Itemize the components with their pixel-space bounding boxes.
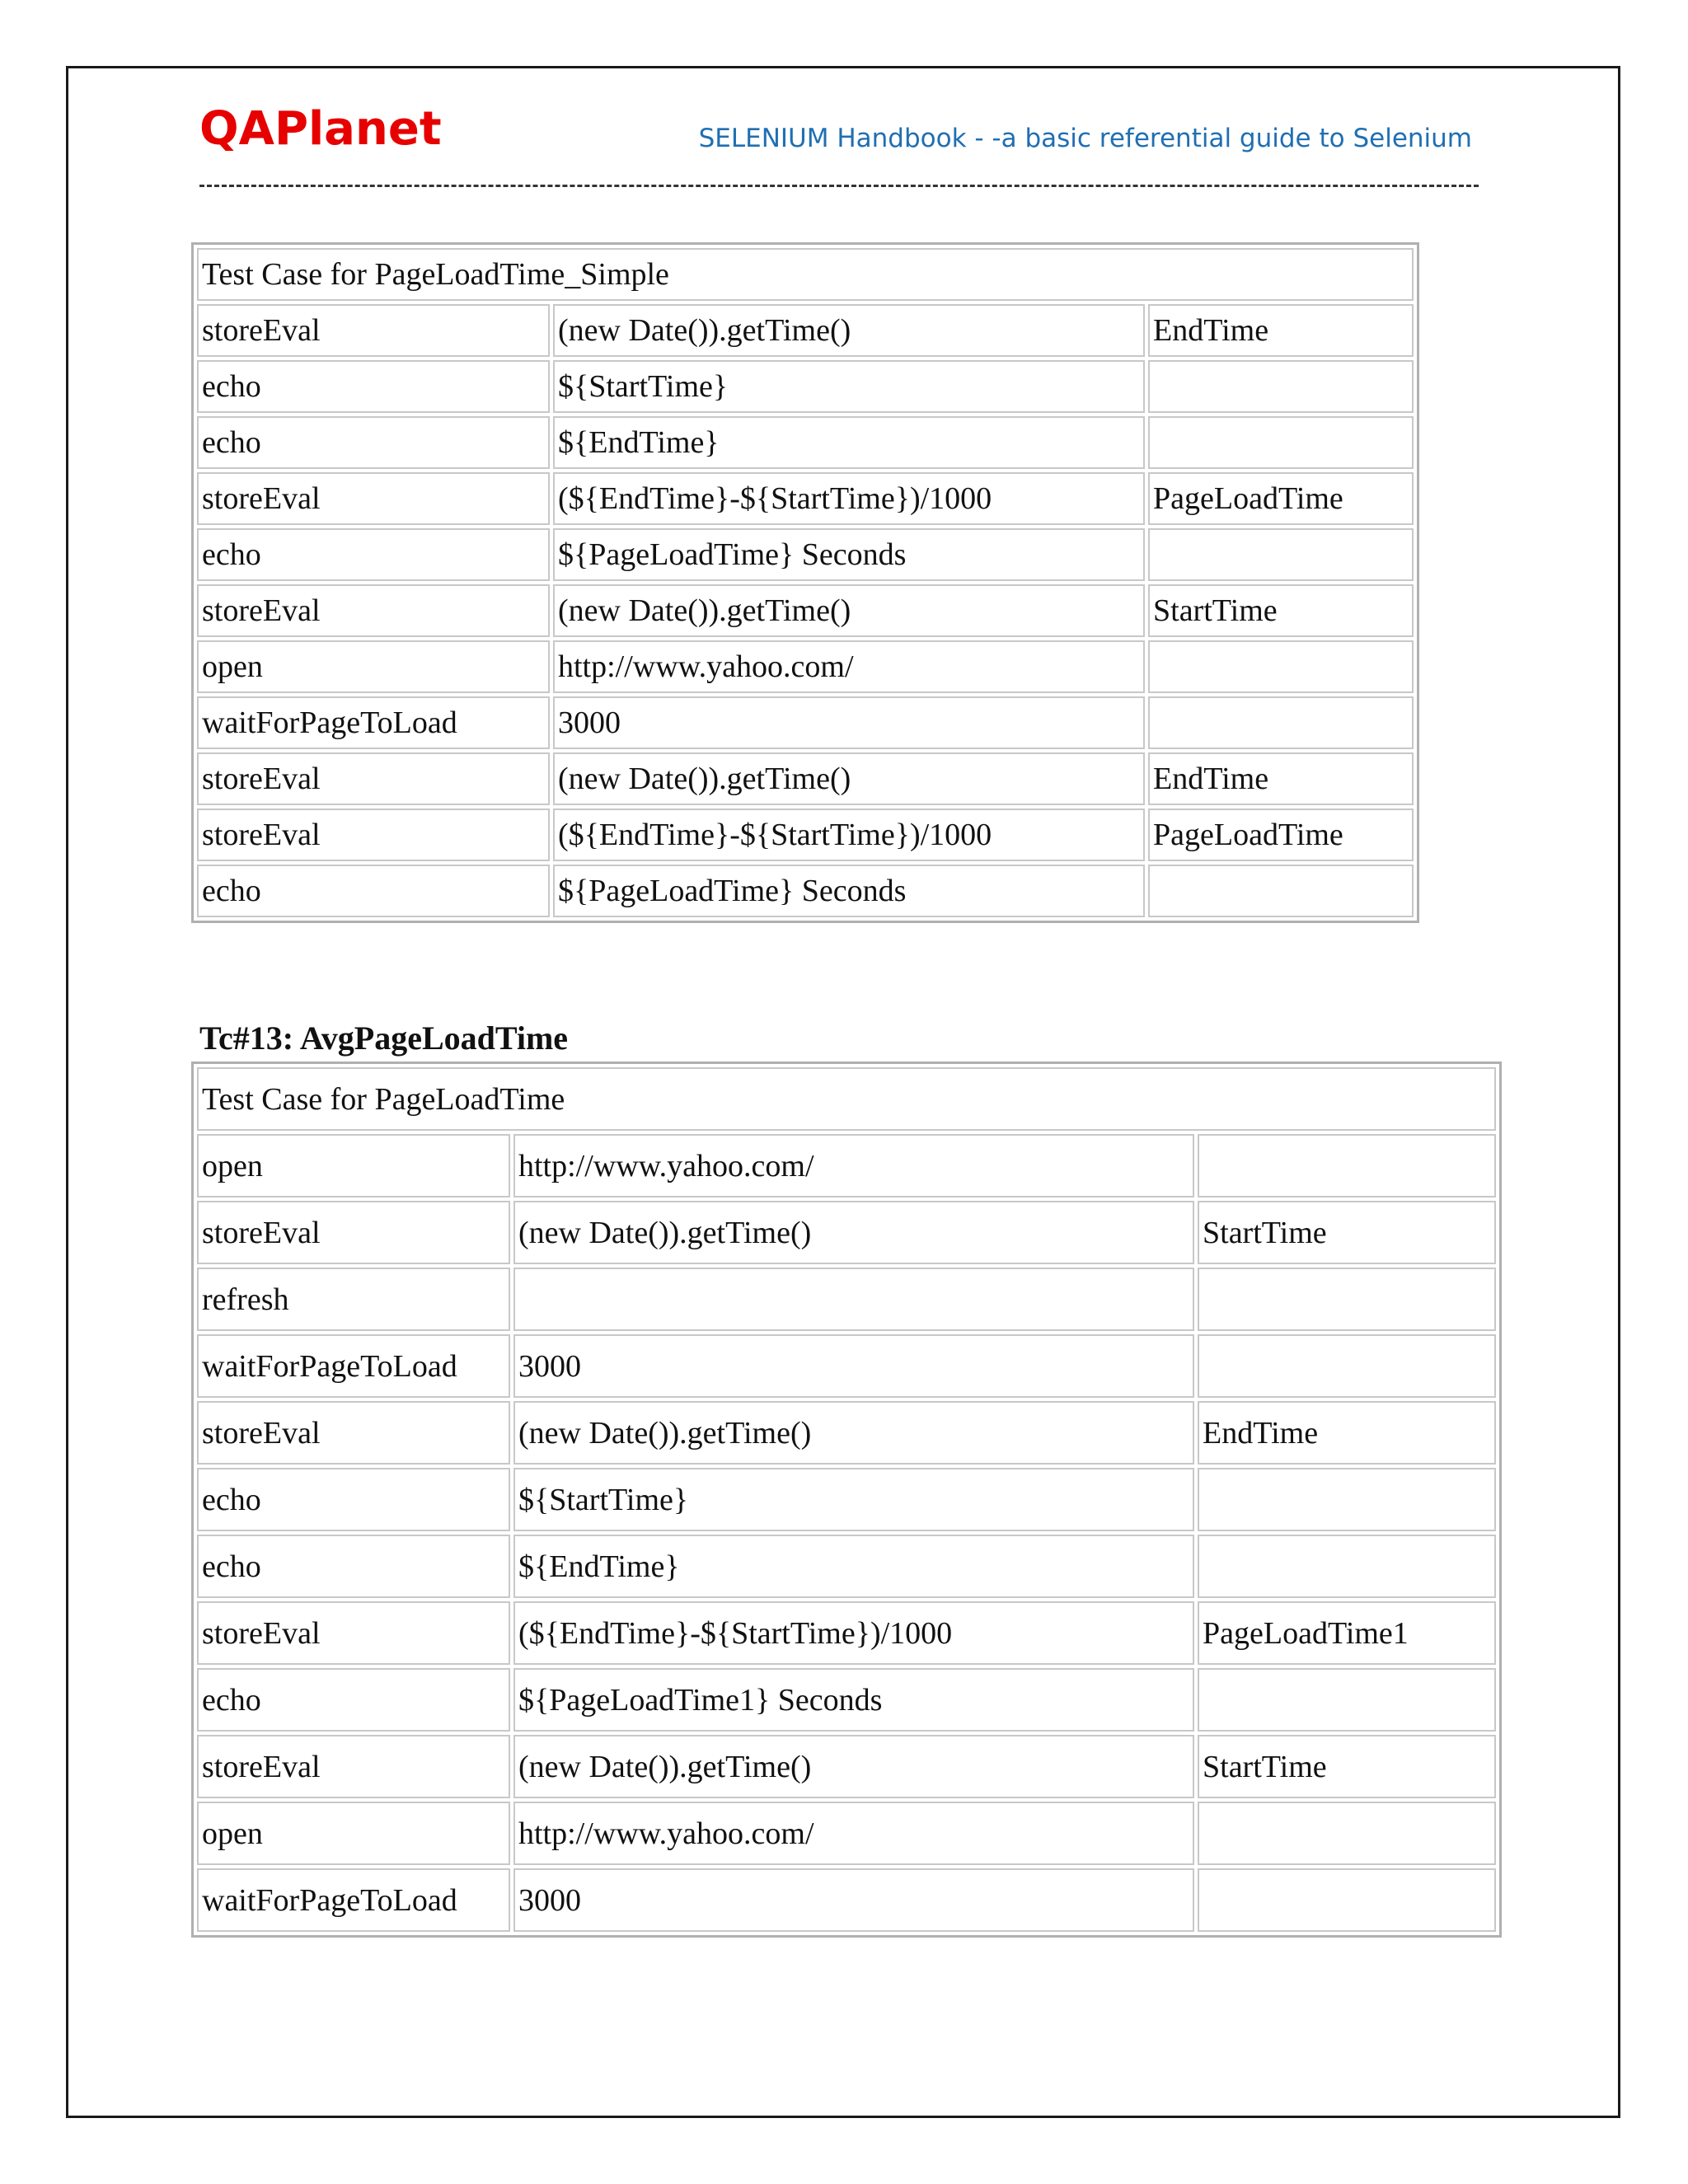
target-cell: (new Date()).getTime() [553, 752, 1145, 805]
value-cell: EndTime [1148, 304, 1414, 357]
command-cell: echo [197, 865, 550, 917]
value-cell [1148, 640, 1414, 693]
value-cell: EndTime [1148, 752, 1414, 805]
target-cell: ${PageLoadTime} Seconds [553, 528, 1145, 581]
command-cell: echo [197, 360, 550, 413]
table-row [197, 304, 1414, 357]
value-cell [1198, 1468, 1496, 1531]
value-cell [1148, 360, 1414, 413]
section-heading: Tc#13: AvgPageLoadTime [199, 1019, 569, 1057]
target-cell: (new Date()).getTime() [553, 584, 1145, 637]
target-cell [513, 1268, 1194, 1331]
target-cell: (${EndTime}-${StartTime})/1000 [553, 808, 1145, 861]
table-row [197, 1268, 1496, 1331]
value-cell [1148, 528, 1414, 581]
command-cell: waitForPageToLoad [197, 696, 550, 749]
value-cell [1148, 416, 1414, 469]
table-row [197, 1401, 1496, 1465]
test-case-table-simple [191, 242, 1419, 923]
command-cell: echo [197, 1468, 510, 1531]
value-cell [1198, 1535, 1496, 1598]
value-cell [1198, 1134, 1496, 1197]
command-cell: storeEval [197, 1601, 510, 1665]
header-divider [199, 185, 1479, 187]
table-title-row [197, 1067, 1496, 1131]
target-cell: (new Date()).getTime() [513, 1401, 1194, 1465]
target-cell: (${EndTime}-${StartTime})/1000 [513, 1601, 1194, 1665]
table-row [197, 1868, 1496, 1932]
target-cell: (new Date()).getTime() [553, 304, 1145, 357]
table-title: Test Case for PageLoadTime [197, 1067, 1496, 1131]
table-row [197, 696, 1414, 749]
table-row [197, 865, 1414, 917]
command-cell: waitForPageToLoad [197, 1868, 510, 1932]
table-body [197, 248, 1414, 917]
value-cell: StartTime [1148, 584, 1414, 637]
table-row [197, 416, 1414, 469]
table-row [197, 1134, 1496, 1197]
value-cell: PageLoadTime1 [1198, 1601, 1496, 1665]
table-row [197, 1201, 1496, 1264]
command-cell: open [197, 1802, 510, 1865]
command-cell: storeEval [197, 752, 550, 805]
value-cell [1198, 1668, 1496, 1732]
value-cell [1198, 1868, 1496, 1932]
target-cell: 3000 [513, 1868, 1194, 1932]
table-row [197, 1468, 1496, 1531]
command-cell: echo [197, 1668, 510, 1732]
table-row [197, 584, 1414, 637]
brand-logo-text: QAPlanet [199, 102, 442, 156]
value-cell: StartTime [1198, 1735, 1496, 1798]
value-cell: StartTime [1198, 1201, 1496, 1264]
target-cell: ${StartTime} [513, 1468, 1194, 1531]
target-cell: (${EndTime}-${StartTime})/1000 [553, 472, 1145, 525]
table-row [197, 640, 1414, 693]
target-cell: ${EndTime} [513, 1535, 1194, 1598]
command-cell: open [197, 1134, 510, 1197]
command-cell: echo [197, 1535, 510, 1598]
target-cell: ${PageLoadTime} Seconds [553, 865, 1145, 917]
command-cell: storeEval [197, 1401, 510, 1465]
command-cell: storeEval [197, 472, 550, 525]
command-cell: waitForPageToLoad [197, 1334, 510, 1398]
value-cell [1198, 1268, 1496, 1331]
table-body [197, 1067, 1496, 1932]
target-cell: (new Date()).getTime() [513, 1201, 1194, 1264]
value-cell: PageLoadTime [1148, 808, 1414, 861]
table-row [197, 1535, 1496, 1598]
table-row [197, 1735, 1496, 1798]
table-row [197, 1802, 1496, 1865]
table-title-row [197, 248, 1414, 301]
table-row [197, 808, 1414, 861]
value-cell [1148, 696, 1414, 749]
command-cell: open [197, 640, 550, 693]
value-cell: EndTime [1198, 1401, 1496, 1465]
table-row [197, 1668, 1496, 1732]
value-cell [1148, 865, 1414, 917]
value-cell [1198, 1334, 1496, 1398]
document-subtitle: SELENIUM Handbook - -a basic referential guide to Selenium [698, 124, 1472, 153]
target-cell: http://www.yahoo.com/ [513, 1802, 1194, 1865]
table-title: Test Case for PageLoadTime_Simple [197, 248, 1414, 301]
table-row [197, 360, 1414, 413]
table-row [197, 1334, 1496, 1398]
command-cell: storeEval [197, 808, 550, 861]
table-row [197, 528, 1414, 581]
command-cell: refresh [197, 1268, 510, 1331]
test-case-table-avg [191, 1062, 1502, 1938]
target-cell: (new Date()).getTime() [513, 1735, 1194, 1798]
table-row [197, 472, 1414, 525]
target-cell: ${StartTime} [553, 360, 1145, 413]
value-cell [1198, 1802, 1496, 1865]
command-cell: echo [197, 528, 550, 581]
value-cell: PageLoadTime [1148, 472, 1414, 525]
target-cell: ${EndTime} [553, 416, 1145, 469]
target-cell: 3000 [513, 1334, 1194, 1398]
command-cell: storeEval [197, 1735, 510, 1798]
table-row [197, 1601, 1496, 1665]
target-cell: http://www.yahoo.com/ [513, 1134, 1194, 1197]
command-cell: echo [197, 416, 550, 469]
command-cell: storeEval [197, 584, 550, 637]
command-cell: storeEval [197, 304, 550, 357]
target-cell: 3000 [553, 696, 1145, 749]
target-cell: ${PageLoadTime1} Seconds [513, 1668, 1194, 1732]
target-cell: http://www.yahoo.com/ [553, 640, 1145, 693]
command-cell: storeEval [197, 1201, 510, 1264]
table-row [197, 752, 1414, 805]
